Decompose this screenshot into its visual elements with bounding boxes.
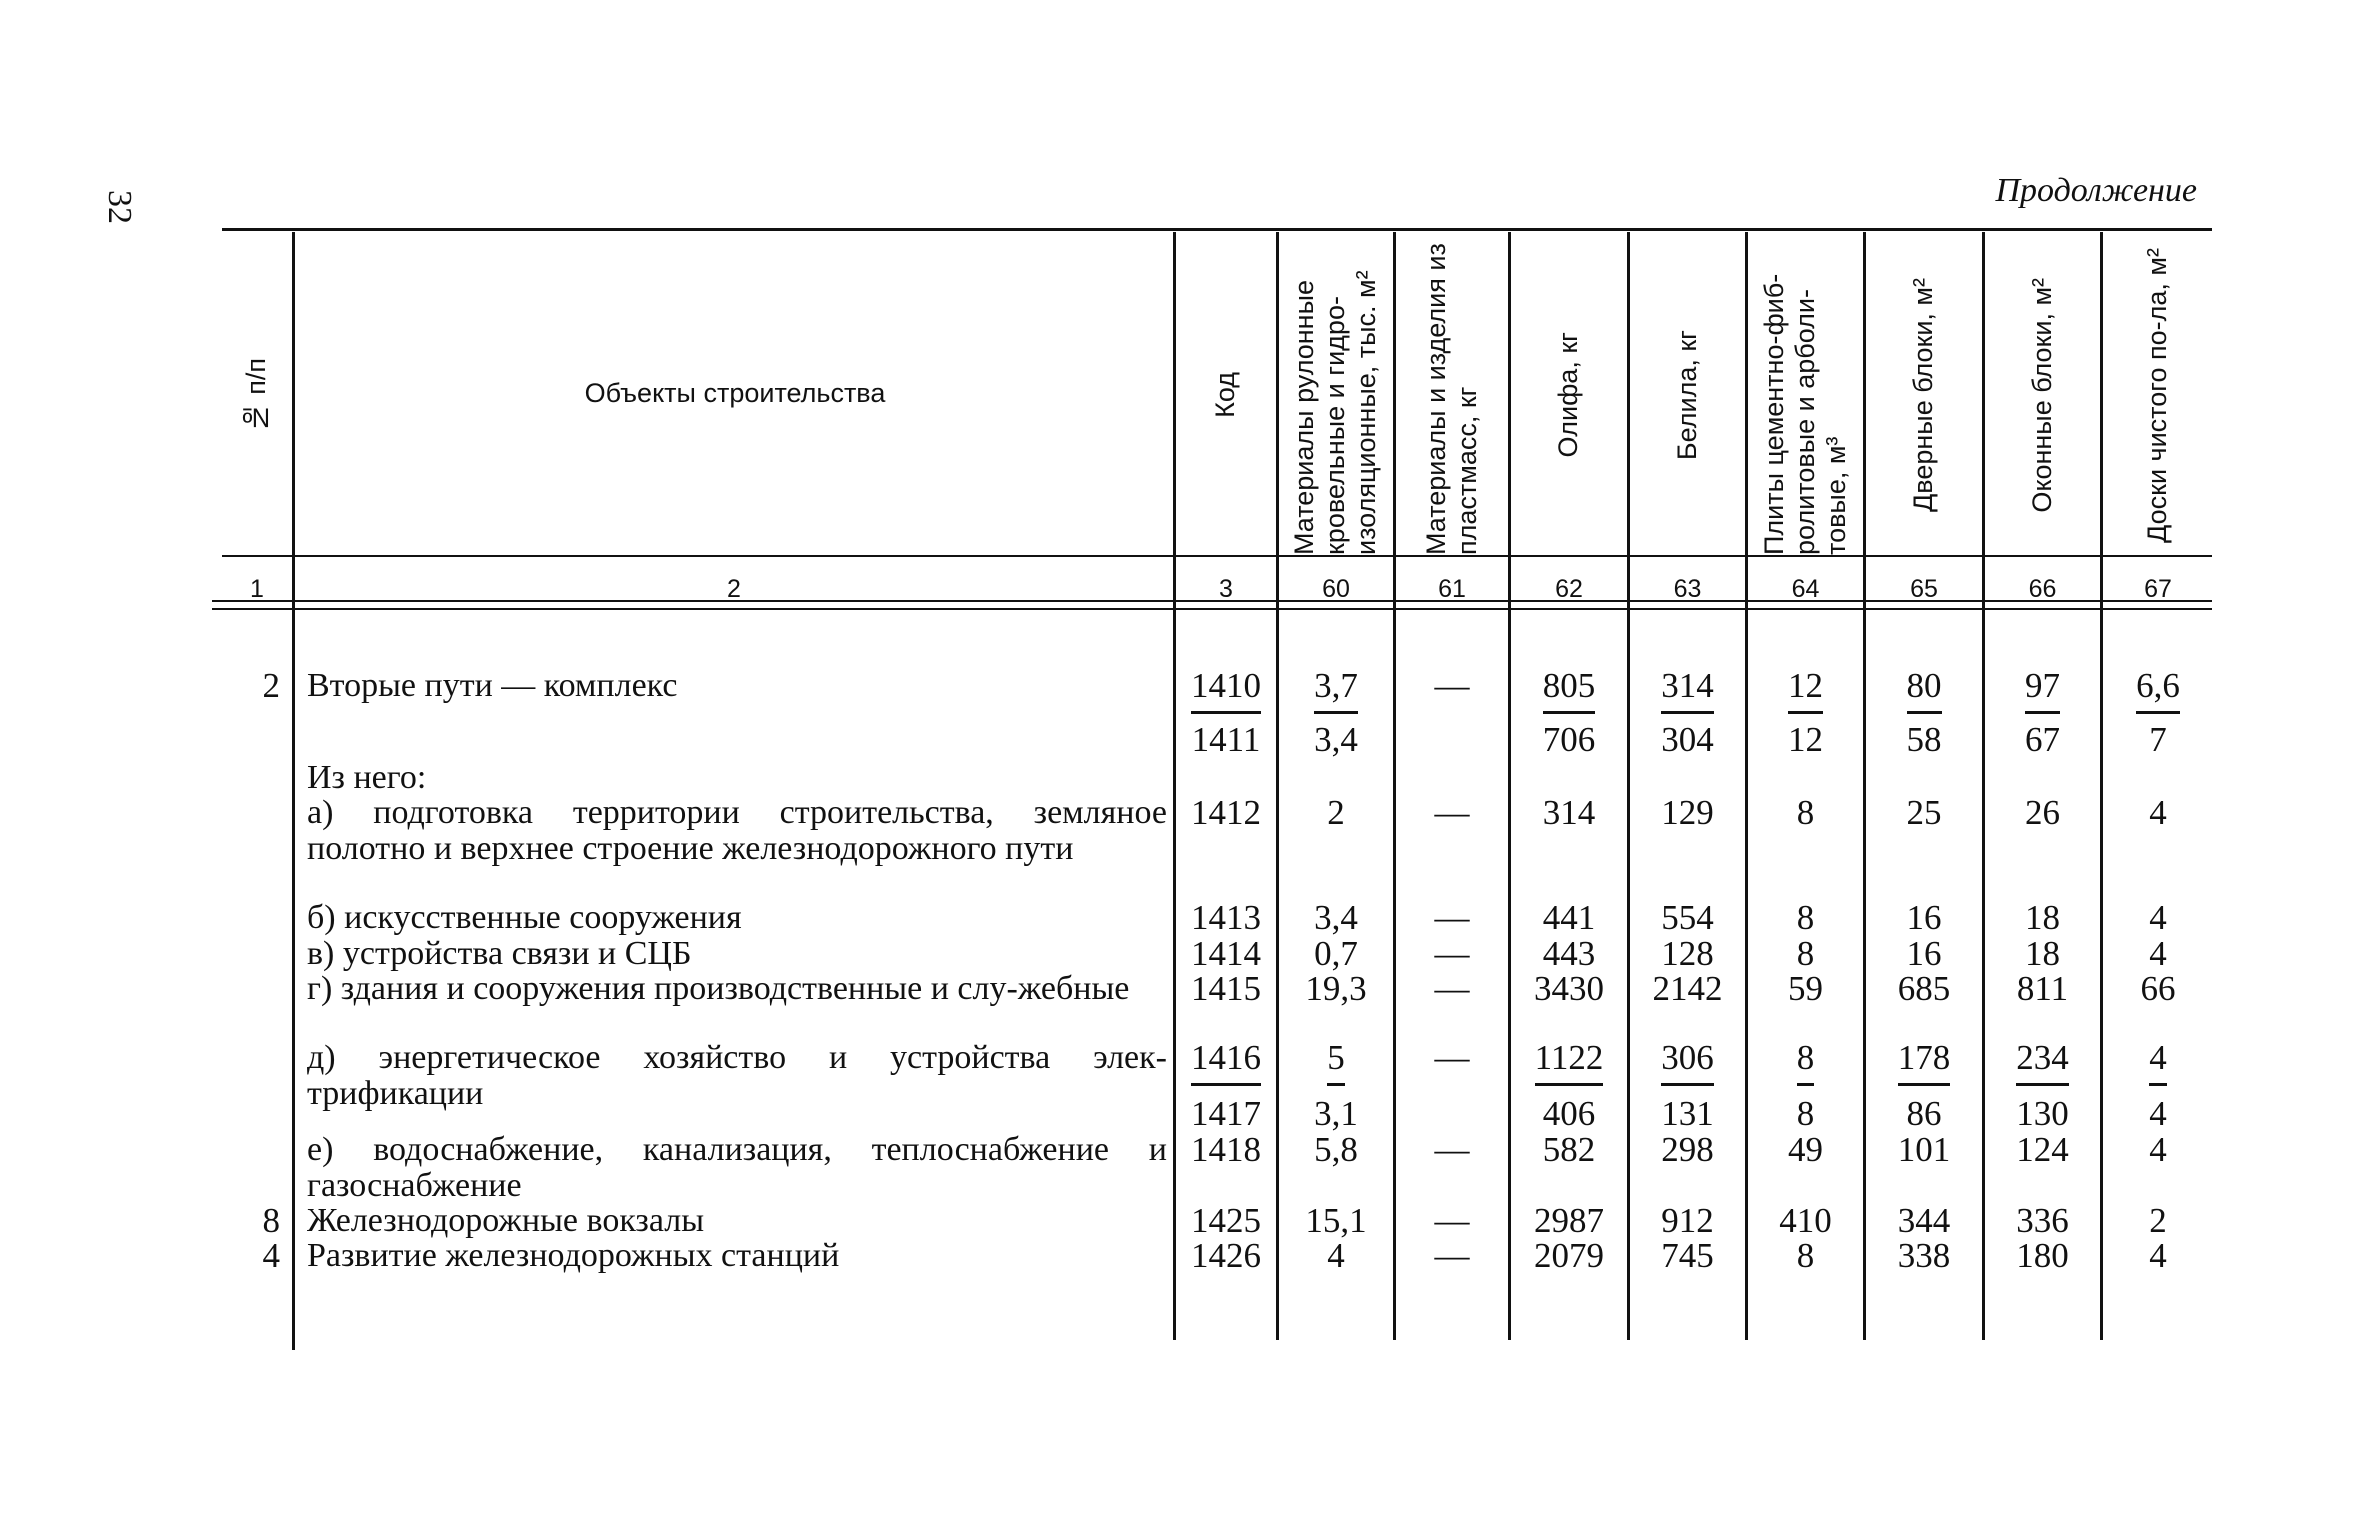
value-cell-60: 0,7 <box>1314 934 1358 973</box>
value-cell-62: 805 <box>1543 666 1596 714</box>
value-cell-61: — <box>1434 666 1470 705</box>
value-cell-66: 336 <box>2016 1201 2069 1240</box>
colnum-60: 60 <box>1322 575 1350 603</box>
value-cell-66: 67 <box>2025 720 2060 759</box>
colnum-61: 61 <box>1438 575 1466 603</box>
value-cell-66: 18 <box>2025 934 2060 973</box>
value-cell-67: 2 <box>2149 1201 2167 1240</box>
value-cell-63: 2142 <box>1652 969 1723 1008</box>
value-cell-61: — <box>1434 1201 1470 1240</box>
value-cell-61: — <box>1434 1236 1470 1275</box>
value-cell-67: 4 <box>2149 934 2167 973</box>
value-cell-61: — <box>1434 1130 1470 1169</box>
value-cell-63: 304 <box>1661 720 1714 759</box>
value-cell-62: 2079 <box>1534 1236 1604 1275</box>
header-col-62: Олифа, кг <box>1553 332 1584 458</box>
code-cell: 1425 <box>1191 1201 1261 1240</box>
value-cell-66: 97 <box>2025 666 2060 714</box>
value-cell-63: 745 <box>1661 1236 1714 1275</box>
value-cell-63: 298 <box>1661 1130 1714 1169</box>
header-col-66: Оконные блоки, м² <box>2026 277 2057 513</box>
code-cell: 1413 <box>1191 898 1261 937</box>
header-col-67: Доски чистого по-ла, м² <box>2142 247 2173 543</box>
value-cell-63: 131 <box>1661 1094 1714 1133</box>
value-cell-67: 6,6 <box>2136 666 2180 714</box>
value-cell-60: 3,4 <box>1314 720 1358 759</box>
value-cell-67: 4 <box>2149 1094 2167 1133</box>
value-cell-65: 25 <box>1906 793 1942 832</box>
value-cell-62: 314 <box>1542 793 1596 832</box>
value-cell-65: 178 <box>1898 1038 1951 1086</box>
colnum-3: 3 <box>1219 575 1233 603</box>
value-cell-62: 2987 <box>1534 1201 1604 1240</box>
header-col-61: Материалы и изделия из пластмасс, кг <box>1420 243 1482 555</box>
colnum-rule-bottom <box>212 608 2212 610</box>
value-cell-64: 8 <box>1797 1038 1815 1086</box>
continuation-label: Продолжение <box>1995 172 2197 209</box>
value-cell-61: — <box>1434 934 1470 973</box>
value-cell-60: 3,4 <box>1314 898 1358 937</box>
header-objects: Объекты строительства <box>584 378 886 408</box>
value-cell-64: 8 <box>1796 898 1815 937</box>
value-cell-60: 15,1 <box>1305 1201 1367 1240</box>
value-cell-63: 912 <box>1661 1201 1714 1240</box>
value-cell-65: 16 <box>1906 898 1942 937</box>
colnum-66: 66 <box>2028 575 2057 603</box>
value-cell-67: 7 <box>2149 720 2167 759</box>
value-cell-67: 4 <box>2149 793 2167 832</box>
object-name: Развитие железнодорожных станций <box>307 1237 840 1274</box>
value-cell-66: 180 <box>2016 1236 2069 1275</box>
object-name: Вторые пути — комплекс <box>307 667 678 704</box>
value-cell-66: 130 <box>2016 1094 2069 1133</box>
code-cell: 1410 <box>1191 666 1261 714</box>
value-cell-60: 5 <box>1327 1038 1345 1086</box>
value-cell-62: 706 <box>1542 720 1596 759</box>
value-cell-60: 3,7 <box>1314 666 1358 714</box>
header-col-64: Плиты цементно-фиб-ролитовые и арболи-товые, м³ <box>1758 273 1852 555</box>
value-cell-62: 3430 <box>1534 969 1604 1008</box>
colnum-64: 64 <box>1791 575 1820 603</box>
value-cell-62: 582 <box>1542 1130 1596 1169</box>
value-cell-67: 4 <box>2149 1236 2167 1275</box>
value-cell-60: 19,3 <box>1305 969 1367 1008</box>
colnum-63: 63 <box>1673 575 1702 603</box>
value-cell-62: 443 <box>1542 934 1596 973</box>
value-cell-65: 58 <box>1906 720 1942 759</box>
value-cell-63: 129 <box>1661 793 1714 832</box>
value-cell-60: 4 <box>1327 1236 1345 1275</box>
table-top-rule <box>222 228 2212 231</box>
value-cell-66: 26 <box>2025 793 2060 832</box>
object-name: Железнодорожные вокзалы <box>307 1202 705 1239</box>
colnum-1: 1 <box>250 575 264 603</box>
value-cell-64: 12 <box>1788 720 1823 759</box>
value-cell-61: — <box>1434 898 1470 937</box>
value-cell-65: 101 <box>1897 1130 1951 1169</box>
value-cell-65: 80 <box>1907 666 1942 714</box>
value-cell-61: — <box>1434 793 1470 832</box>
value-cell-63: 128 <box>1661 934 1714 973</box>
value-cell-60: 3,1 <box>1314 1094 1358 1133</box>
row-number: 4 <box>262 1236 280 1275</box>
value-cell-64: 8 <box>1796 1094 1815 1133</box>
value-cell-64: 59 <box>1788 969 1823 1008</box>
row-number: 8 <box>262 1201 280 1240</box>
page-number: 32 <box>101 190 138 224</box>
code-cell: 1411 <box>1191 720 1261 759</box>
object-name: д) энергетическое хозяйство и устройства элек-трификации <box>307 1039 1167 1112</box>
value-cell-66: 18 <box>2025 898 2060 937</box>
colnum-62: 62 <box>1555 575 1583 603</box>
value-cell-66: 234 <box>2016 1038 2069 1086</box>
object-name: в) устройства связи и СЦБ <box>307 935 692 972</box>
value-cell-67: 4 <box>2149 898 2167 937</box>
value-cell-65: 685 <box>1897 969 1951 1008</box>
value-cell-62: 441 <box>1542 898 1596 937</box>
header-num: № п/п <box>241 357 272 433</box>
object-name: Из него: <box>307 759 427 796</box>
value-cell-64: 12 <box>1788 666 1823 714</box>
header-code: Код <box>1210 372 1241 418</box>
value-cell-61: — <box>1434 1038 1470 1077</box>
value-cell-63: 314 <box>1661 666 1714 714</box>
object-name: а) подготовка территории строительства, земляное полотно и верхнее строение железнодорожного пути <box>307 794 1167 867</box>
object-name: г) здания и сооружения производственные и слу-жебные <box>307 970 1130 1007</box>
value-cell-61: — <box>1434 969 1470 1008</box>
header-col-65: Дверные блоки, м² <box>1908 278 1939 512</box>
object-name: е) водоснабжение, канализация, теплоснабжение и газоснабжение <box>307 1131 1167 1204</box>
code-cell: 1426 <box>1191 1236 1261 1275</box>
value-cell-63: 554 <box>1661 898 1714 937</box>
value-cell-65: 86 <box>1906 1094 1942 1133</box>
value-cell-66: 124 <box>2016 1130 2069 1169</box>
colnum-2: 2 <box>727 575 741 603</box>
value-cell-65: 16 <box>1906 934 1942 973</box>
colnum-65: 65 <box>1910 575 1938 603</box>
colnum-67: 67 <box>2144 575 2172 603</box>
code-cell: 1417 <box>1191 1094 1261 1133</box>
value-cell-60: 2 <box>1327 793 1345 832</box>
header-col-60: Материалы рулонные кровельные и гидро-изоляционные, тыс. м² <box>1289 270 1382 555</box>
value-cell-64: 8 <box>1796 793 1815 832</box>
value-cell-64: 49 <box>1788 1130 1823 1169</box>
object-name: б) искусственные сооружения <box>307 899 742 936</box>
code-cell: 1414 <box>1191 934 1261 973</box>
value-cell-67: 4 <box>2149 1130 2167 1169</box>
header-col-63: Белила, кг <box>1671 329 1702 461</box>
code-cell: 1418 <box>1191 1130 1261 1169</box>
value-cell-65: 344 <box>1897 1201 1951 1240</box>
value-cell-65: 338 <box>1897 1236 1951 1275</box>
value-cell-62: 406 <box>1542 1094 1596 1133</box>
value-cell-64: 410 <box>1779 1201 1832 1240</box>
value-cell-63: 306 <box>1661 1038 1714 1086</box>
value-cell-66: 811 <box>2016 969 2069 1008</box>
row-number: 2 <box>262 666 280 705</box>
value-cell-67: 66 <box>2140 969 2176 1008</box>
value-cell-64: 8 <box>1796 1236 1815 1275</box>
value-cell-64: 8 <box>1796 934 1815 973</box>
header-bottom-rule <box>222 555 2212 557</box>
code-cell: 1412 <box>1191 793 1261 832</box>
code-cell: 1415 <box>1191 969 1261 1008</box>
value-cell-62: 1122 <box>1535 1038 1604 1086</box>
value-cell-60: 5,8 <box>1314 1130 1358 1169</box>
code-cell: 1416 <box>1191 1038 1261 1086</box>
value-cell-67: 4 <box>2149 1038 2167 1086</box>
